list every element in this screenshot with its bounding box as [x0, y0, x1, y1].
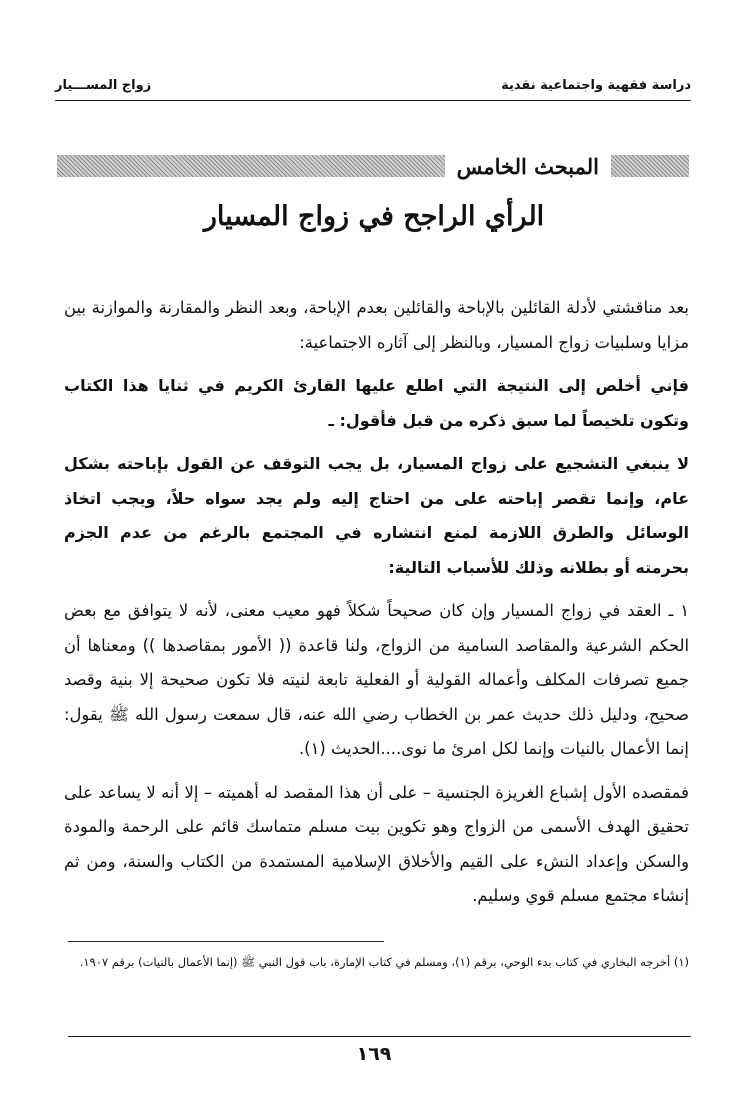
- paragraph-ruling: لا ينبغي التشجيع على زواج المسيار، بل يجب التوقف عن القول بإباحته بشكل عام، وإنما تقصر إباحته على من احتاج إليه ولم يجد سواه حلاً، ويجب اتخاذ الوسائل والطرق اللازمة لمنع انتشاره في المجتمع بالرغم من عدم الجزم بحرمته أو بطلانه وذلك للأسباب التالية:: [64, 454, 689, 577]
- running-header-title: زواج المســـيار: [55, 77, 152, 93]
- body-text: [64, 291, 689, 923]
- footer-rule: [68, 1036, 691, 1037]
- paragraph-purpose: فمقصده الأول إشباع الغريزة الجنسية – على أن هذا المقصد له أهميته – إلا أنه لا يساعد على تحقيق الهدف الأسمى من الزواج وهو تكوين بيت مسلم متماسك قائم على الرحمة والمودة والسكن وإعداد النشء على القيم والأخلاق الإسلامية المستمدة من الكتاب والسنة، ومن ثم إنشاء مجتمع مسلم قوي وسليم.: [64, 782, 689, 905]
- banner-hatch-left: [57, 155, 445, 177]
- paragraph-intro: بعد مناقشتي لأدلة القائلين بالإباحة والقائلين بعدم الإباحة، وبعد النظر والمقارنة والموازنة بين مزايا وسلبيات زواج المسيار، وبالنظر إلى آثاره الاجتماعية:: [64, 298, 689, 352]
- running-header-subtitle: دراسة فقهية واجتماعية نقدية: [501, 77, 691, 93]
- section-label: المبحث الخامس: [456, 153, 599, 179]
- footnote: (١) أخرجه البخاري في كتاب بدء الوحي، برقم (١)، ومسلم في كتاب الإمارة، باب قول النبي ﷺ (إنما الأعمال بالنيات) برقم ١٩٠٧.: [79, 955, 689, 969]
- page-number: ١٦٩: [356, 1043, 392, 1065]
- header-rule: [55, 100, 691, 101]
- banner-hatch-right: [611, 155, 689, 177]
- paragraph-conclusion: فإني أخلص إلى النتيجة التي اطلع عليها القارئ الكريم في ثنايا هذا الكتاب وتكون تلخيصاً لما سبق ذكره من قبل فأقول: ـ: [64, 376, 689, 430]
- section-title: الرأي الراجح في زواج المسيار: [203, 201, 545, 232]
- section-banner: [57, 151, 689, 181]
- paragraph-reason-1: ١ ـ العقد في زواج المسيار وإن كان صحيحاً شكلاً فهو معيب معنى، لأنه لا يتوافق مع بعض الحكم الشرعية والمقاصد السامية من الزواج، ولنا قاعدة (( الأمور بمقاصدها )) ومعناها أن جميع تصرفات المكلف وأعماله القولية أو الفعلية تابعة لنيته فلا تكون صحيحة إلا بنية وقصد صحيح، ودليل ذلك حديث عمر بن الخطاب رضي الله عنه، قال سمعت رسول الله ﷺ يقول: إنما الأعمال بالنيات وإنما لكل امرئ ما نوى....الحديث (١).: [64, 601, 689, 758]
- running-header: [55, 74, 691, 96]
- footnote-rule: [68, 941, 384, 942]
